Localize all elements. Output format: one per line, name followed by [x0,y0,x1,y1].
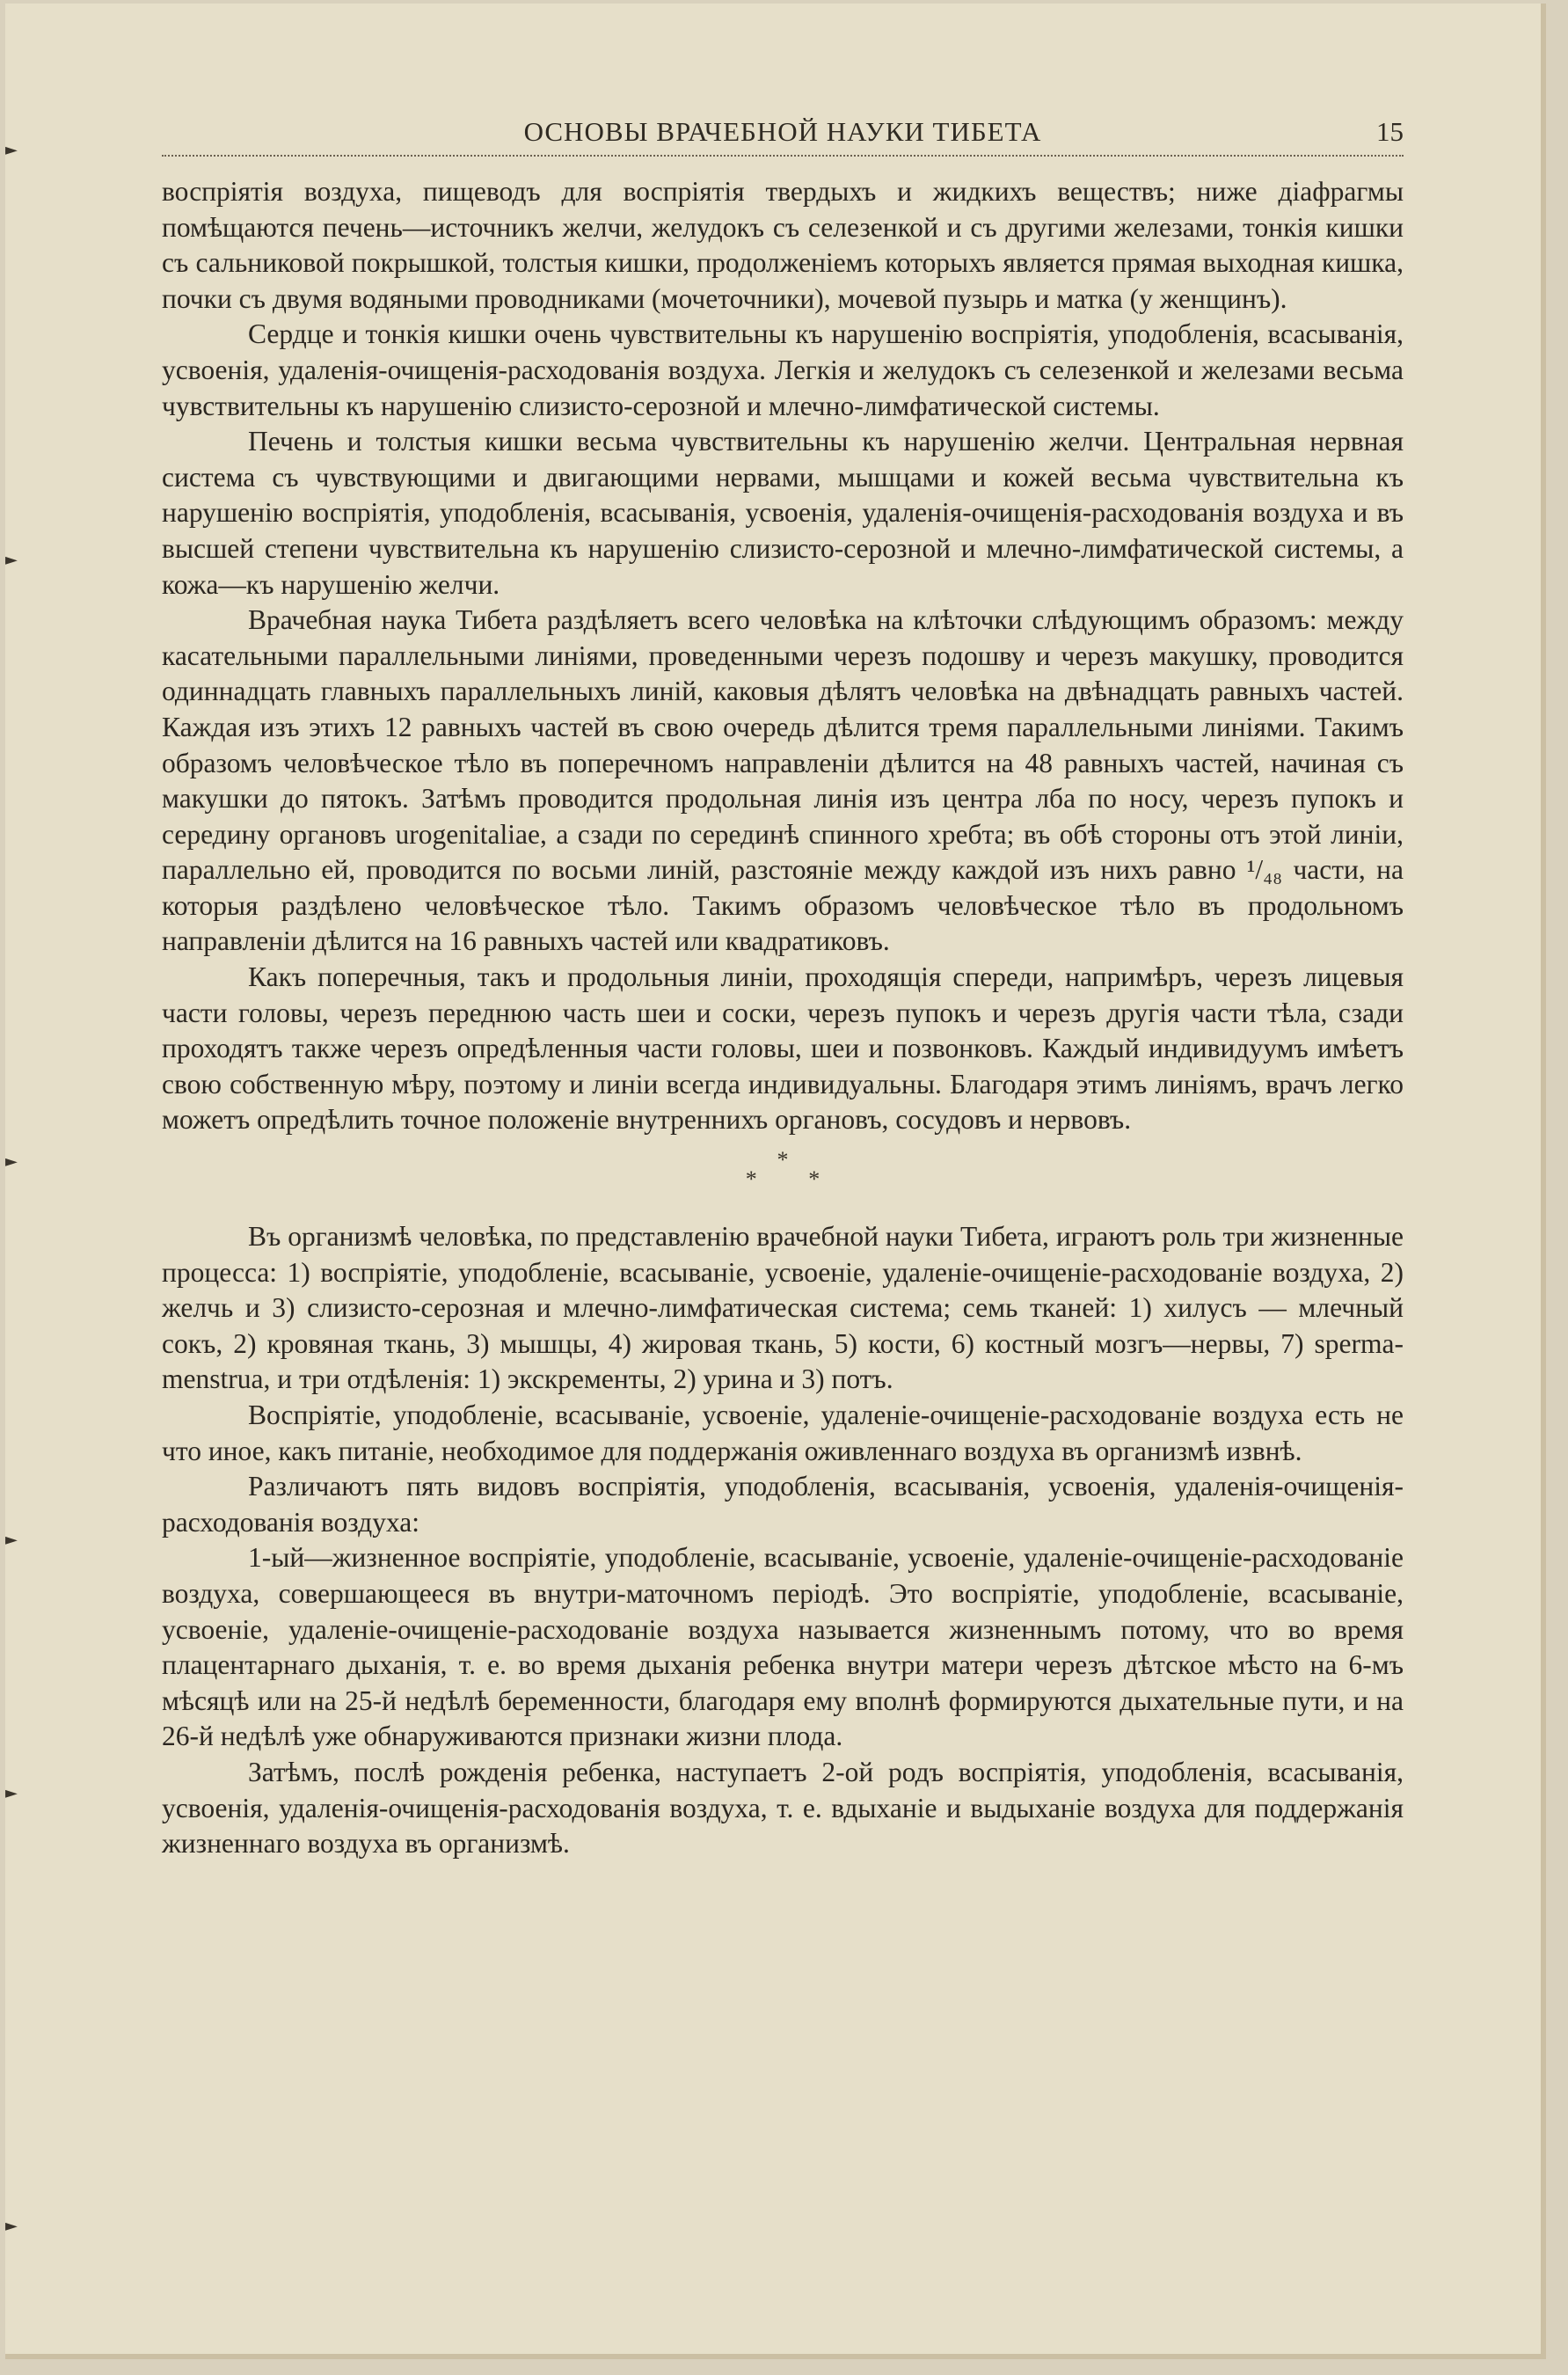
margin-arrow-mark: ► [5,551,18,569]
running-head [162,116,1404,157]
paragraph: Въ организмѣ человѣка, по представленію врачебной науки Тибета, играютъ роль три жизненные процесса: 1) воспріятіе, уподобленіе, всасываніе, усвоеніе, удаленіе-очищеніе-расходованіе воздуха, 2) желчь и 3) слизисто-серозная и млечно-лимфатическая система; семь тканей: 1) хилусъ — млечный сокъ, 2) кровяная ткань, 3) мышцы, 4) жировая ткань, 5) кости, 6) костный мозгъ—нервы, 7) sperma-menstrua, и три отдѣленія: 1) экскременты, 2) урина и 3) потъ. [162,1221,1404,1395]
paragraph: Различаютъ пять видовъ воспріятія, уподобленія, всасыванія, усвоенія, удаленія-очищенія-расходованія воздуха: [162,1471,1404,1538]
margin-arrow-mark: ► [5,141,18,159]
asterism-bottom: * * [745,1166,843,1193]
margin-arrow-mark: ► [5,1152,18,1171]
margin-arrow-mark: ► [5,2217,18,2235]
page-number: 15 [1376,116,1404,147]
margin-arrow-mark: ► [5,1784,18,1802]
paragraph: Печень и толстыя кишки весьма чувствительны къ нарушенію желчи. Центральная нервная система съ чувствующими и двигающими нервами, мышцами и кожей весьма чувствительна къ нарушенію воспріятія, уподобленія, всасыванія, усвоенія, удаленія-очищенія-расходованія воздуха и въ высшей степени чувствительна къ нарушенію слизисто-серозной и млечно-лимфатической системы, а кожа—къ нарушенію желчи. [162,426,1404,600]
body-text [162,174,1404,1862]
margin-arrow-mark: ► [5,1531,18,1549]
paragraph: Какъ поперечныя, такъ и продольныя линіи, проходящія спереди, напримѣръ, черезъ лицевыя части головы, черезъ переднюю часть шеи и соски, черезъ пупокъ и черезъ другія части тѣла, сзади проходятъ также черезъ опредѣленныя части головы, шеи и позвонковъ. Каждый индивидуумъ имѣетъ свою собственную мѣру, поэтому и линіи всегда индивидуальны. Благодаря этимъ линіямъ, врачъ легко можетъ опредѣлить точное положеніе внутреннихъ органовъ, сосудовъ и нервовъ. [162,961,1404,1136]
header-rule [162,155,1404,159]
paragraph: Воспріятіе, уподобленіе, всасываніе, усвоеніе, удаленіе-очищеніе-расходованіе воздуха есть не что иное, какъ питаніе, необходимое для поддержанія оживленнаго воздуха въ организмѣ извнѣ. [162,1399,1404,1466]
running-title: ОСНОВЫ ВРАЧЕБНОЙ НАУКИ ТИБЕТА [523,116,1042,147]
paragraph: 1-ый—жизненное воспріятіе, уподобленіе, всасываніе, усвоеніе, удаленіе-очищеніе-расходованіе воздуха, совершающееся въ внутри-маточномъ періодѣ. Это воспріятіе, уподобленіе, всасываніе, усвоеніе, удаленіе-очищеніе-расходованіе воздуха называется жизненнымъ потому, что во время плацентарнаго дыханія, т. е. во время дыханія ребенка внутри матери черезъ дѣтское мѣсто на 6-мъ мѣсяцѣ или на 25-й недѣлѣ беременности, благодаря ему вполнѣ формируются дыхательные пути, и на 26-й недѣлѣ уже обнаруживаются признаки жизни плода. [162,1542,1404,1752]
asterism-top: * [777,1147,789,1173]
paragraph: Сердце и тонкія кишки очень чувствительны къ нарушенію воспріятія, уподобленія, всасыванія, усвоенія, удаленія-очищенія-расходованія воздуха. Легкія и желудокъ съ селезенкой и железами весьма чувствительны къ нарушенію слизисто-серозной и млечно-лимфатической системы. [162,318,1404,421]
paragraph: Затѣмъ, послѣ рожденія ребенка, наступаетъ 2-ой родъ воспріятія, уподобленія, всасыванія, усвоенія, удаленія-очищенія-расходованія воздуха, т. е. вдыханіе и выдыханіе воздуха для поддержанія жизненнаго воздуха въ организмѣ. [162,1756,1404,1860]
paragraph: Врачебная наука Тибета раздѣляетъ всего человѣка на клѣточки слѣдующимъ образомъ: между касательными параллельными линіями, проведенными черезъ подошву и черезъ макушку, проводится одиннадцать главныхъ параллельныхъ линій, каковыя дѣлятъ человѣка на двѣнадцать равныхъ частей. Каждая изъ этихъ 12 равныхъ частей въ свою очередь дѣлится тремя параллельными линіями. Такимъ образомъ человѣческое тѣло въ поперечномъ направленіи дѣлится на 48 равныхъ частей, начиная съ макушки до пятокъ. Затѣмъ проводится продольная линія изъ центра лба по носу, черезъ пупокъ и середину органовъ urogenitaliae, а сзади по серединѣ спинного хребта; въ обѣ стороны отъ этой линіи, параллельно ей, проводится по восьми линій, разстояніе между каждой изъ нихъ равно ¹/₄₈ части, на которыя раздѣлено человѣческое тѣло. Такимъ образомъ человѣческое тѣло въ продольномъ направленіи дѣлится на 16 равныхъ частей или квадратиковъ. [162,604,1404,957]
book-page [5,4,1546,2359]
section-separator [162,1147,1404,1193]
paragraph: воспріятія воздуха, пищеводъ для воспріятія твердыхъ и жидкихъ веществъ; ниже діафрагмы помѣщаются печень—источникъ желчи, желудокъ съ селезенкой и съ другими железами, тонкія кишки съ сальниковой покрышкой, толстыя кишки, продолженіемъ которыхъ является прямая выходная кишка, почки съ двумя водяными проводниками (мочеточники), мочевой пузырь и матка (у женщинъ). [162,176,1404,314]
